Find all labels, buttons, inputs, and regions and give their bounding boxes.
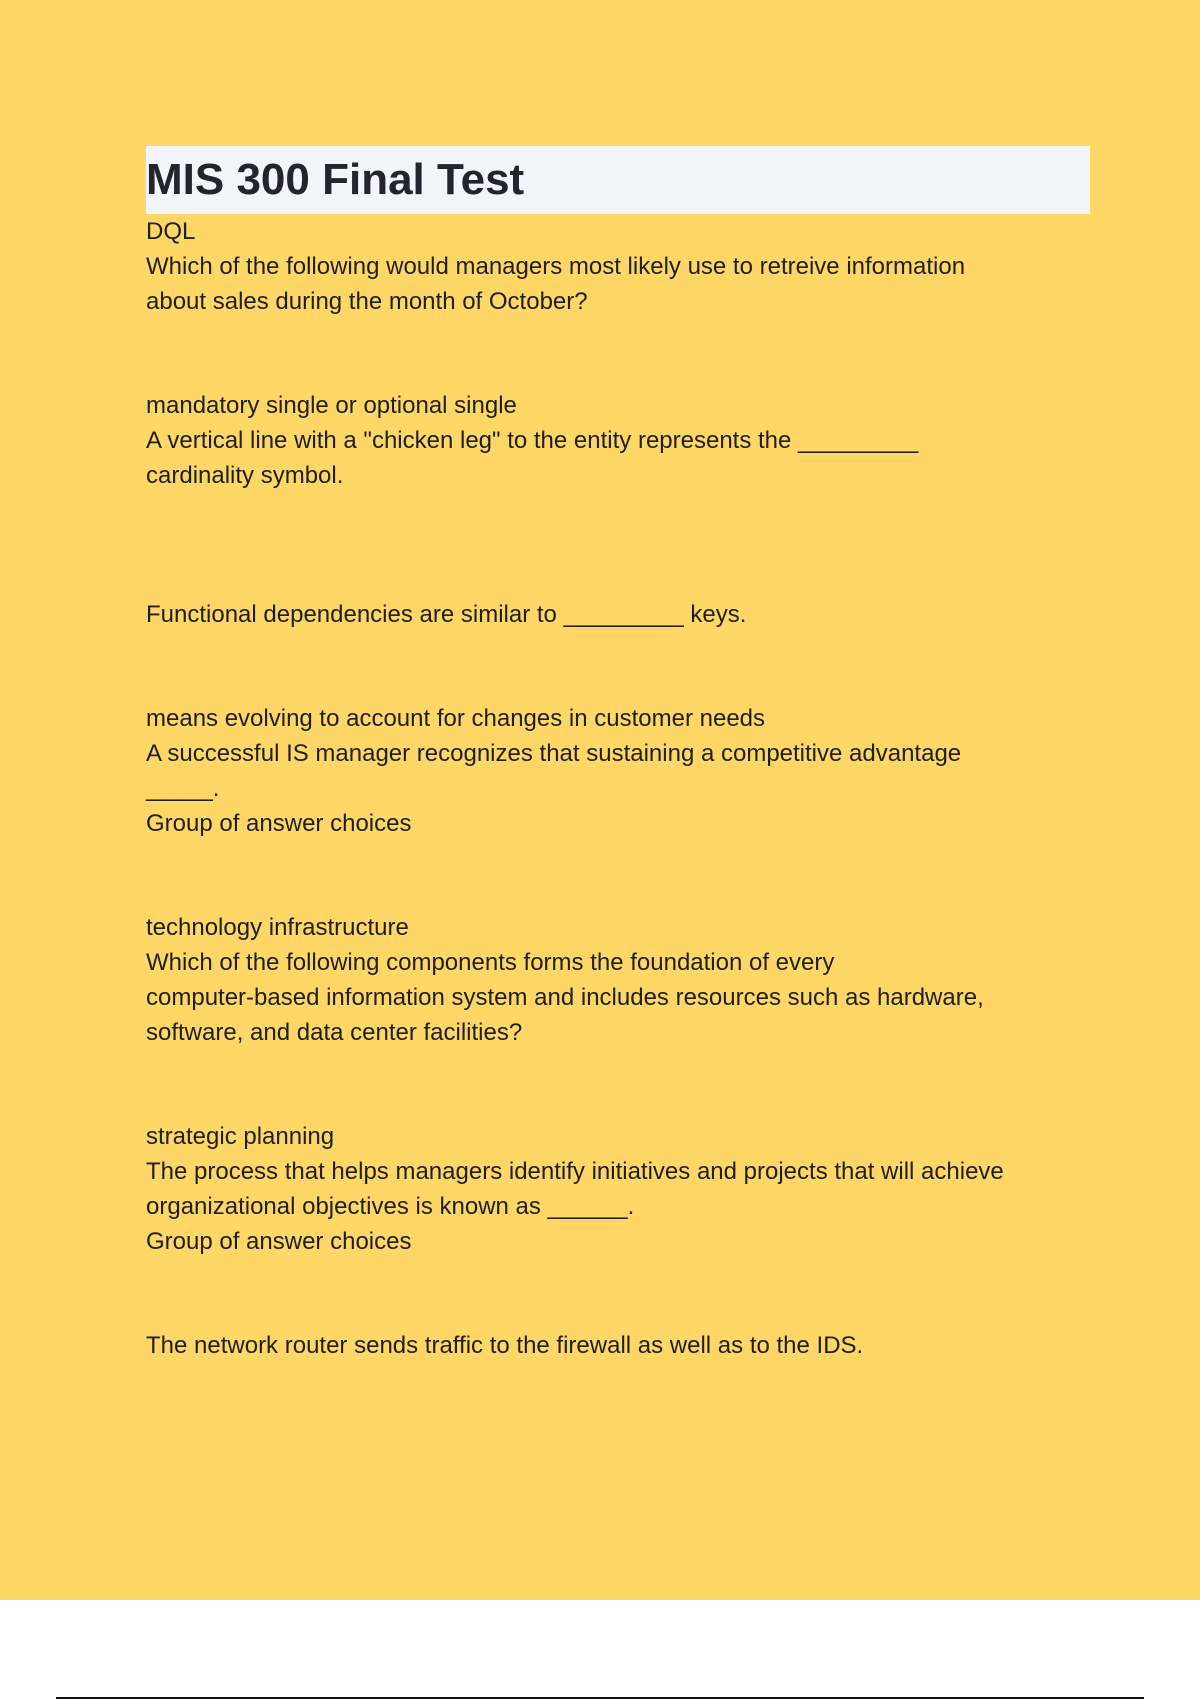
flashcard-3 bbox=[146, 597, 1090, 632]
card-answer-choices-label: Group of answer choices bbox=[146, 1228, 412, 1255]
card-question-line: _____. bbox=[146, 775, 220, 802]
flashcard-7 bbox=[146, 1328, 1090, 1363]
flashcard-4 bbox=[146, 701, 1090, 841]
card-term: mandatory single or optional single bbox=[146, 392, 517, 419]
document-content bbox=[146, 146, 1090, 1363]
card-term: means evolving to account for changes in customer needs bbox=[146, 705, 766, 732]
card-question-line: Which of the following would managers most likely use to retreive information bbox=[146, 253, 966, 280]
flashcard-1 bbox=[146, 214, 1090, 319]
card-question-line: about sales during the month of October? bbox=[146, 288, 588, 315]
card-question-line: organizational objectives is known as ______. bbox=[146, 1193, 635, 1220]
card-question-line: The network router sends traffic to the firewall as well as to the IDS. bbox=[146, 1332, 864, 1359]
card-question-line: Functional dependencies are similar to _________ keys. bbox=[146, 601, 747, 628]
card-question-line: A successful IS manager recognizes that sustaining a competitive advantage bbox=[146, 740, 962, 767]
card-question-line: The process that helps managers identify initiatives and projects that will achieve bbox=[146, 1158, 1004, 1185]
card-answer-choices-label: Group of answer choices bbox=[146, 810, 412, 837]
page-title: MIS 300 Final Test bbox=[146, 155, 525, 204]
footer-divider bbox=[56, 1697, 1144, 1699]
title-bar bbox=[146, 146, 1090, 214]
card-question-line: computer-based information system and includes resources such as hardware, bbox=[146, 984, 984, 1011]
flashcard-5 bbox=[146, 910, 1090, 1050]
flashcard-2 bbox=[146, 388, 1090, 493]
card-term: strategic planning bbox=[146, 1123, 335, 1150]
card-question-line: Which of the following components forms the foundation of every bbox=[146, 949, 835, 976]
card-question-line: cardinality symbol. bbox=[146, 462, 344, 489]
card-question-line: A vertical line with a "chicken leg" to the entity represents the _________ bbox=[146, 427, 919, 454]
card-term: DQL bbox=[146, 218, 196, 245]
card-question-line: software, and data center facilities? bbox=[146, 1019, 523, 1046]
flashcard-6 bbox=[146, 1119, 1090, 1259]
card-term: technology infrastructure bbox=[146, 914, 409, 941]
